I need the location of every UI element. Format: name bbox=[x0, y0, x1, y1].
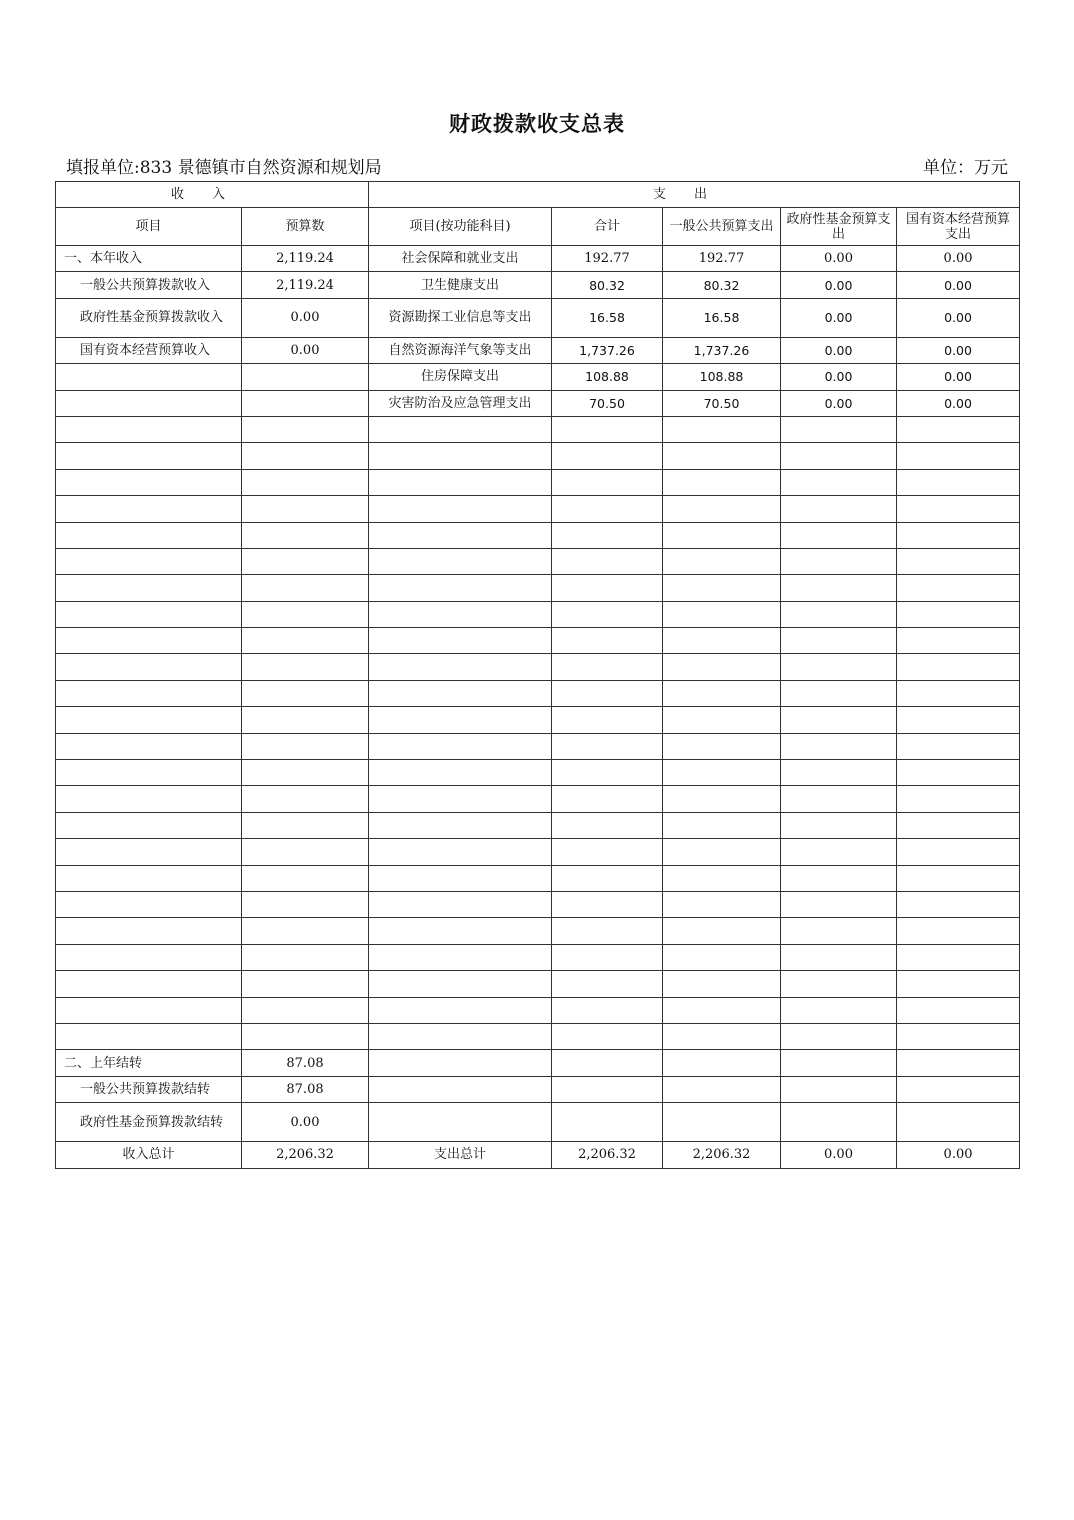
empty-cell bbox=[56, 918, 242, 944]
expense-total: 80.32 bbox=[552, 272, 663, 298]
empty-cell bbox=[781, 812, 897, 838]
empty-cell bbox=[242, 628, 369, 654]
empty-cell bbox=[897, 865, 1020, 891]
empty-cell bbox=[552, 522, 663, 548]
empty-cell bbox=[369, 469, 552, 495]
empty-cell bbox=[369, 997, 552, 1023]
empty-cell bbox=[552, 575, 663, 601]
empty-cell bbox=[552, 1103, 663, 1142]
empty-cell bbox=[663, 443, 781, 469]
empty-row bbox=[56, 918, 1020, 944]
carryover-item: 政府性基金预算拨款结转 bbox=[56, 1103, 242, 1142]
state-total-value: 0.00 bbox=[897, 1142, 1020, 1168]
empty-cell bbox=[781, 416, 897, 442]
empty-cell bbox=[552, 548, 663, 574]
expense-total: 108.88 bbox=[552, 364, 663, 390]
empty-row bbox=[56, 1023, 1020, 1049]
carryover-item: 二、上年结转 bbox=[56, 1050, 242, 1076]
carryover-amount: 87.08 bbox=[242, 1076, 369, 1102]
empty-row bbox=[56, 760, 1020, 786]
empty-cell bbox=[897, 1050, 1020, 1076]
empty-cell bbox=[663, 680, 781, 706]
empty-cell bbox=[663, 786, 781, 812]
empty-cell bbox=[897, 891, 1020, 917]
empty-cell bbox=[369, 654, 552, 680]
table-row bbox=[56, 390, 1020, 416]
empty-cell bbox=[663, 496, 781, 522]
empty-cell bbox=[781, 733, 897, 759]
empty-cell bbox=[369, 918, 552, 944]
empty-cell bbox=[552, 469, 663, 495]
empty-cell bbox=[663, 1103, 781, 1142]
empty-cell bbox=[897, 1076, 1020, 1102]
empty-cell bbox=[56, 707, 242, 733]
empty-row bbox=[56, 865, 1020, 891]
empty-cell bbox=[56, 944, 242, 970]
table-row bbox=[56, 1103, 1020, 1142]
empty-cell bbox=[781, 760, 897, 786]
empty-cell bbox=[552, 971, 663, 997]
col-header-item: 项目 bbox=[56, 208, 242, 246]
expense-item: 住房保障支出 bbox=[369, 364, 552, 390]
empty-cell bbox=[242, 654, 369, 680]
empty-cell bbox=[56, 865, 242, 891]
empty-cell bbox=[369, 575, 552, 601]
empty-row bbox=[56, 416, 1020, 442]
empty-cell bbox=[56, 575, 242, 601]
empty-cell bbox=[242, 575, 369, 601]
col-header-state: 国有资本经营预算支出 bbox=[897, 208, 1020, 246]
table-row bbox=[56, 364, 1020, 390]
empty-cell bbox=[552, 865, 663, 891]
empty-row bbox=[56, 575, 1020, 601]
empty-cell bbox=[552, 680, 663, 706]
empty-cell bbox=[897, 1023, 1020, 1049]
empty-cell bbox=[552, 918, 663, 944]
empty-cell bbox=[663, 654, 781, 680]
empty-cell bbox=[897, 918, 1020, 944]
empty-cell bbox=[56, 839, 242, 865]
empty-cell bbox=[56, 522, 242, 548]
empty-cell bbox=[242, 839, 369, 865]
income-item: 国有资本经营预算收入 bbox=[56, 337, 242, 363]
expense-fund: 0.00 bbox=[781, 337, 897, 363]
empty-cell bbox=[781, 522, 897, 548]
empty-cell bbox=[56, 997, 242, 1023]
empty-cell bbox=[369, 680, 552, 706]
empty-cell bbox=[56, 654, 242, 680]
empty-cell bbox=[781, 1076, 897, 1102]
expense-total: 70.50 bbox=[552, 390, 663, 416]
empty-cell bbox=[242, 812, 369, 838]
empty-cell bbox=[369, 548, 552, 574]
empty-cell bbox=[369, 839, 552, 865]
empty-row bbox=[56, 628, 1020, 654]
empty-cell bbox=[56, 1023, 242, 1049]
empty-cell bbox=[56, 971, 242, 997]
empty-cell bbox=[552, 707, 663, 733]
empty-cell bbox=[552, 496, 663, 522]
expense-general: 80.32 bbox=[663, 272, 781, 298]
empty-cell bbox=[242, 469, 369, 495]
empty-cell bbox=[242, 918, 369, 944]
empty-cell bbox=[897, 971, 1020, 997]
expense-general: 70.50 bbox=[663, 390, 781, 416]
empty-cell bbox=[552, 443, 663, 469]
empty-cell bbox=[781, 628, 897, 654]
empty-cell bbox=[663, 997, 781, 1023]
empty-cell bbox=[242, 443, 369, 469]
expense-state: 0.00 bbox=[897, 390, 1020, 416]
col-header-total: 合计 bbox=[552, 208, 663, 246]
empty-cell bbox=[552, 654, 663, 680]
carryover-amount: 0.00 bbox=[242, 1103, 369, 1142]
empty-cell bbox=[663, 601, 781, 627]
expense-general: 192.77 bbox=[663, 246, 781, 272]
table-row bbox=[56, 1050, 1020, 1076]
income-amount: 0.00 bbox=[242, 298, 369, 337]
income-total-value: 2,206.32 bbox=[242, 1142, 369, 1168]
empty-cell bbox=[781, 469, 897, 495]
empty-row bbox=[56, 601, 1020, 627]
empty-cell bbox=[369, 733, 552, 759]
empty-cell bbox=[369, 522, 552, 548]
empty-cell bbox=[663, 1023, 781, 1049]
empty-cell bbox=[552, 839, 663, 865]
empty-cell bbox=[242, 416, 369, 442]
empty-cell bbox=[242, 496, 369, 522]
empty-row bbox=[56, 707, 1020, 733]
empty-cell bbox=[552, 628, 663, 654]
empty-cell bbox=[897, 707, 1020, 733]
empty-cell bbox=[56, 601, 242, 627]
expense-item: 自然资源海洋气象等支出 bbox=[369, 337, 552, 363]
empty-cell bbox=[369, 760, 552, 786]
empty-row bbox=[56, 891, 1020, 917]
empty-cell bbox=[781, 971, 897, 997]
empty-cell bbox=[663, 971, 781, 997]
empty-row bbox=[56, 654, 1020, 680]
empty-cell bbox=[56, 469, 242, 495]
empty-cell bbox=[242, 680, 369, 706]
table-row bbox=[56, 246, 1020, 272]
empty-cell bbox=[663, 918, 781, 944]
totals-row bbox=[56, 1142, 1020, 1168]
empty-row bbox=[56, 443, 1020, 469]
empty-cell bbox=[663, 760, 781, 786]
income-item: 一、本年收入 bbox=[56, 246, 242, 272]
empty-cell bbox=[552, 997, 663, 1023]
empty-cell bbox=[663, 865, 781, 891]
empty-cell bbox=[663, 891, 781, 917]
income-amount: 2,119.24 bbox=[242, 272, 369, 298]
expense-state: 0.00 bbox=[897, 246, 1020, 272]
empty-cell bbox=[552, 891, 663, 917]
expense-fund: 0.00 bbox=[781, 272, 897, 298]
expense-item: 灾害防治及应急管理支出 bbox=[369, 390, 552, 416]
empty-cell bbox=[56, 812, 242, 838]
empty-cell bbox=[663, 522, 781, 548]
empty-cell bbox=[663, 548, 781, 574]
empty-cell bbox=[897, 680, 1020, 706]
empty-cell bbox=[781, 601, 897, 627]
empty-cell bbox=[56, 496, 242, 522]
expense-state: 0.00 bbox=[897, 272, 1020, 298]
budget-summary-table bbox=[55, 181, 1020, 1169]
expense-fund: 0.00 bbox=[781, 246, 897, 272]
empty-cell bbox=[552, 1023, 663, 1049]
empty-row bbox=[56, 812, 1020, 838]
empty-cell bbox=[663, 469, 781, 495]
expense-total: 192.77 bbox=[552, 246, 663, 272]
income-item: 一般公共预算拨款收入 bbox=[56, 272, 242, 298]
empty-row bbox=[56, 680, 1020, 706]
expense-item: 资源勘探工业信息等支出 bbox=[369, 298, 552, 337]
empty-cell bbox=[242, 760, 369, 786]
expense-fund: 0.00 bbox=[781, 298, 897, 337]
empty-cell bbox=[552, 1076, 663, 1102]
empty-cell bbox=[552, 733, 663, 759]
empty-cell bbox=[552, 760, 663, 786]
empty-cell bbox=[56, 416, 242, 442]
expense-total-label: 支出总计 bbox=[369, 1142, 552, 1168]
empty-cell bbox=[56, 548, 242, 574]
expense-state: 0.00 bbox=[897, 364, 1020, 390]
expense-fund: 0.00 bbox=[781, 390, 897, 416]
empty-row bbox=[56, 971, 1020, 997]
column-header-row bbox=[56, 208, 1020, 246]
income-item: 政府性基金预算拨款收入 bbox=[56, 298, 242, 337]
empty-cell bbox=[897, 812, 1020, 838]
empty-cell bbox=[897, 469, 1020, 495]
empty-cell bbox=[663, 733, 781, 759]
empty-cell bbox=[369, 601, 552, 627]
empty-cell bbox=[552, 416, 663, 442]
empty-cell bbox=[242, 601, 369, 627]
income-amount: 0.00 bbox=[242, 337, 369, 363]
table-row bbox=[56, 337, 1020, 363]
empty-cell bbox=[369, 1103, 552, 1142]
empty-row bbox=[56, 469, 1020, 495]
empty-cell bbox=[781, 1023, 897, 1049]
empty-cell bbox=[56, 891, 242, 917]
empty-cell bbox=[369, 891, 552, 917]
income-amount: 2,119.24 bbox=[242, 246, 369, 272]
expense-item: 社会保障和就业支出 bbox=[369, 246, 552, 272]
reporting-unit: 填报单位:833 景德镇市自然资源和规划局 bbox=[66, 158, 382, 178]
empty-cell bbox=[242, 865, 369, 891]
empty-cell bbox=[56, 786, 242, 812]
col-header-budget: 预算数 bbox=[242, 208, 369, 246]
col-header-function-item: 项目(按功能科目) bbox=[369, 208, 552, 246]
empty-cell bbox=[781, 443, 897, 469]
empty-cell bbox=[369, 971, 552, 997]
empty-cell bbox=[369, 416, 552, 442]
empty-cell bbox=[781, 944, 897, 970]
empty-cell bbox=[369, 1023, 552, 1049]
empty-cell bbox=[552, 812, 663, 838]
expense-general: 1,737.26 bbox=[663, 337, 781, 363]
empty-row bbox=[56, 733, 1020, 759]
empty-cell bbox=[663, 416, 781, 442]
fund-total-value: 0.00 bbox=[781, 1142, 897, 1168]
empty-cell bbox=[897, 628, 1020, 654]
empty-cell bbox=[369, 1076, 552, 1102]
empty-cell bbox=[369, 812, 552, 838]
table-row bbox=[56, 272, 1020, 298]
empty-cell bbox=[781, 654, 897, 680]
empty-cell bbox=[781, 891, 897, 917]
empty-cell bbox=[242, 891, 369, 917]
empty-cell bbox=[242, 707, 369, 733]
empty-cell bbox=[369, 707, 552, 733]
empty-cell bbox=[781, 680, 897, 706]
empty-cell bbox=[897, 944, 1020, 970]
expense-total: 1,737.26 bbox=[552, 337, 663, 363]
empty-cell bbox=[781, 786, 897, 812]
empty-cell bbox=[369, 865, 552, 891]
empty-cell bbox=[781, 707, 897, 733]
empty-cell bbox=[781, 548, 897, 574]
empty-cell bbox=[56, 443, 242, 469]
empty-cell bbox=[552, 786, 663, 812]
empty-cell bbox=[56, 733, 242, 759]
empty-row bbox=[56, 839, 1020, 865]
expense-total-value: 2,206.32 bbox=[552, 1142, 663, 1168]
income-group-header: 收入 bbox=[56, 182, 369, 208]
expense-state: 0.00 bbox=[897, 337, 1020, 363]
empty-cell bbox=[781, 575, 897, 601]
empty-cell bbox=[242, 364, 369, 390]
empty-cell bbox=[242, 1023, 369, 1049]
empty-cell bbox=[242, 522, 369, 548]
empty-cell bbox=[242, 733, 369, 759]
empty-row bbox=[56, 496, 1020, 522]
empty-cell bbox=[897, 548, 1020, 574]
carryover-amount: 87.08 bbox=[242, 1050, 369, 1076]
page-title: 财政拨款收支总表 bbox=[449, 112, 625, 136]
expense-general: 108.88 bbox=[663, 364, 781, 390]
empty-cell bbox=[897, 443, 1020, 469]
empty-cell bbox=[242, 944, 369, 970]
expense-general: 16.58 bbox=[663, 298, 781, 337]
empty-cell bbox=[897, 522, 1020, 548]
empty-cell bbox=[897, 1103, 1020, 1142]
empty-cell bbox=[663, 812, 781, 838]
empty-cell bbox=[663, 707, 781, 733]
expense-total: 16.58 bbox=[552, 298, 663, 337]
empty-cell bbox=[897, 760, 1020, 786]
general-total-value: 2,206.32 bbox=[663, 1142, 781, 1168]
income-total-label: 收入总计 bbox=[56, 1142, 242, 1168]
empty-cell bbox=[663, 944, 781, 970]
empty-cell bbox=[369, 628, 552, 654]
empty-cell bbox=[781, 1050, 897, 1076]
empty-cell bbox=[369, 443, 552, 469]
empty-cell bbox=[781, 997, 897, 1023]
empty-cell bbox=[56, 680, 242, 706]
empty-cell bbox=[897, 839, 1020, 865]
empty-cell bbox=[56, 760, 242, 786]
empty-cell bbox=[897, 997, 1020, 1023]
table-row bbox=[56, 298, 1020, 337]
empty-cell bbox=[781, 918, 897, 944]
empty-row bbox=[56, 548, 1020, 574]
col-header-fund: 政府性基金预算支出 bbox=[781, 208, 897, 246]
expense-item: 卫生健康支出 bbox=[369, 272, 552, 298]
empty-cell bbox=[552, 601, 663, 627]
group-header-row bbox=[56, 182, 1020, 208]
table-row bbox=[56, 1076, 1020, 1102]
empty-cell bbox=[781, 839, 897, 865]
empty-cell bbox=[897, 416, 1020, 442]
expense-group-header: 支出 bbox=[369, 182, 1020, 208]
empty-cell bbox=[242, 786, 369, 812]
empty-cell bbox=[781, 496, 897, 522]
expense-state: 0.00 bbox=[897, 298, 1020, 337]
empty-cell bbox=[242, 390, 369, 416]
col-header-general: 一般公共预算支出 bbox=[663, 208, 781, 246]
empty-cell bbox=[781, 865, 897, 891]
expense-fund: 0.00 bbox=[781, 364, 897, 390]
empty-cell bbox=[897, 496, 1020, 522]
empty-cell bbox=[369, 944, 552, 970]
empty-cell bbox=[897, 601, 1020, 627]
empty-cell bbox=[242, 971, 369, 997]
empty-cell bbox=[369, 786, 552, 812]
empty-cell bbox=[242, 997, 369, 1023]
carryover-item: 一般公共预算拨款结转 bbox=[56, 1076, 242, 1102]
empty-cell bbox=[663, 839, 781, 865]
empty-cell bbox=[56, 364, 242, 390]
empty-cell bbox=[56, 390, 242, 416]
empty-row bbox=[56, 786, 1020, 812]
empty-cell bbox=[897, 733, 1020, 759]
empty-row bbox=[56, 944, 1020, 970]
empty-cell bbox=[897, 575, 1020, 601]
empty-cell bbox=[663, 1076, 781, 1102]
empty-cell bbox=[369, 496, 552, 522]
empty-cell bbox=[897, 654, 1020, 680]
empty-row bbox=[56, 522, 1020, 548]
empty-cell bbox=[663, 575, 781, 601]
empty-cell bbox=[663, 628, 781, 654]
currency-unit: 单位：万元 bbox=[923, 158, 1008, 178]
empty-cell bbox=[781, 1103, 897, 1142]
empty-cell bbox=[663, 1050, 781, 1076]
empty-cell bbox=[56, 628, 242, 654]
empty-cell bbox=[552, 1050, 663, 1076]
empty-cell bbox=[242, 548, 369, 574]
empty-cell bbox=[369, 1050, 552, 1076]
empty-cell bbox=[897, 786, 1020, 812]
empty-row bbox=[56, 997, 1020, 1023]
empty-cell bbox=[552, 944, 663, 970]
